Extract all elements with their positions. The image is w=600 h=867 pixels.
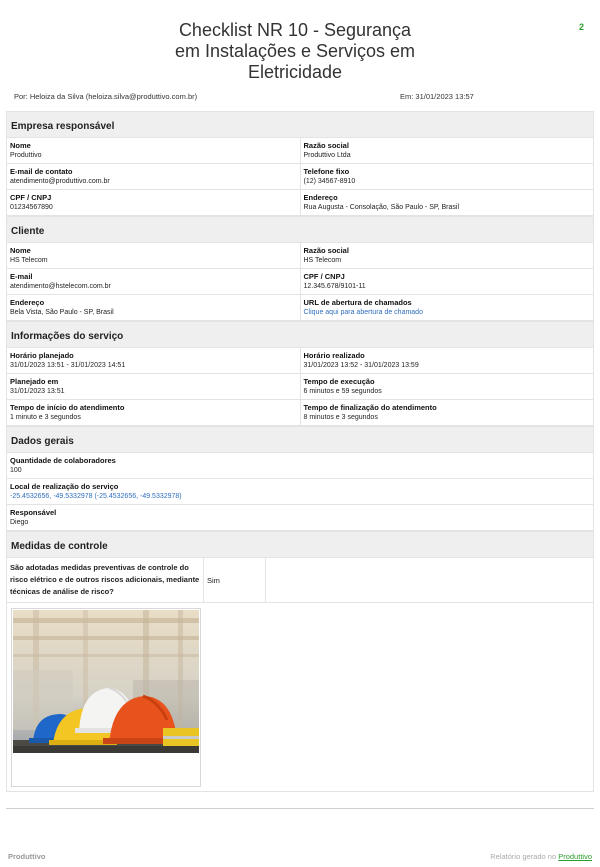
footer-brand: Produttivo <box>8 852 46 861</box>
section-header-cliente: Cliente <box>6 216 594 243</box>
table-row <box>6 374 594 400</box>
table-row <box>6 348 594 374</box>
field-label: Nome <box>10 246 31 255</box>
field-value: atendimento@hstelecom.com.br <box>10 283 111 290</box>
page-number: 2 <box>578 22 584 32</box>
table-row <box>6 243 594 269</box>
section-header-servico: Informações do serviço <box>6 321 594 348</box>
section-header-empresa: Empresa responsável <box>6 111 594 138</box>
table-row <box>6 269 594 295</box>
field-cell <box>300 190 594 216</box>
field-cell <box>7 295 300 321</box>
field-label: Local de realização do serviço <box>10 482 119 491</box>
field-label: Horário planejado <box>10 351 74 360</box>
field-value: 31/01/2023 13:51 <box>10 388 65 395</box>
field-value: HS Telecom <box>303 257 342 264</box>
field-cell <box>7 138 300 164</box>
footer-credit <box>490 852 592 861</box>
field-cell <box>7 400 300 426</box>
field-label: Tempo de finalização do atendimento <box>303 403 437 412</box>
checklist-blank <box>266 558 593 602</box>
checklist-question: São adotadas medidas preventivas de controle do risco elétrico e de outros riscos adicionais, mediante técnicas de análise de risco? <box>7 558 204 602</box>
table-row <box>6 295 594 321</box>
field-value: 31/01/2023 13:52 - 31/01/2023 13:59 <box>303 362 419 369</box>
field-label: Planejado em <box>10 377 59 386</box>
field-value: 100 <box>10 467 22 474</box>
checklist-row <box>6 558 594 603</box>
date-line: Em: 31/01/2023 13:57 <box>400 92 474 101</box>
field-label: Razão social <box>303 246 349 255</box>
table-row <box>6 479 594 505</box>
field-cell <box>300 138 594 164</box>
title-line-1: Checklist NR 10 - Segurança <box>178 20 412 40</box>
location-link[interactable]: -25.4532656, -49.5332978 (-25.4532656, -49.5332978) <box>10 493 182 500</box>
field-cell <box>300 269 594 295</box>
field-value: atendimento@produttivo.com.br <box>10 178 110 185</box>
table-row <box>6 400 594 426</box>
field-cell <box>300 295 594 321</box>
field-value: 31/01/2023 13:51 - 31/01/2023 14:51 <box>10 362 126 369</box>
field-label: Telefone fixo <box>303 167 350 176</box>
report-body <box>6 111 594 792</box>
ticket-url-link[interactable]: Clique aqui para abertura de chamado <box>303 309 423 316</box>
field-label: CPF / CNPJ <box>303 272 345 281</box>
footer-divider <box>6 808 594 809</box>
field-cell <box>300 243 594 269</box>
field-label: Responsável <box>10 508 57 517</box>
section-header-dados-gerais: Dados gerais <box>6 426 594 453</box>
title-line-3: Eletricidade <box>247 62 343 82</box>
field-label: Horário realizado <box>303 351 365 360</box>
title-line-2: em Instalações e Serviços em <box>174 41 416 61</box>
field-label: URL de abertura de chamados <box>303 298 412 307</box>
field-value: Produttivo Ltda <box>303 152 351 159</box>
field-cell <box>7 453 593 479</box>
photo-area <box>6 603 594 792</box>
hardhats-photo-icon <box>13 610 199 785</box>
footer-produttivo-link[interactable]: Produttivo <box>558 852 592 861</box>
field-cell <box>7 269 300 295</box>
field-cell <box>7 505 593 531</box>
field-cell <box>7 164 300 190</box>
field-value: 01234567890 <box>10 204 53 211</box>
field-value: Bela Vista, São Paulo - SP, Brasil <box>10 309 114 316</box>
field-value: Rua Augusta - Consolação, São Paulo - SP, Brasil <box>303 204 460 211</box>
field-label: Endereço <box>303 193 338 202</box>
field-value: (12) 34567-8910 <box>303 178 356 185</box>
field-cell <box>7 374 300 400</box>
field-cell <box>7 348 300 374</box>
table-row <box>6 453 594 479</box>
section-header-medidas: Medidas de controle <box>6 531 594 558</box>
table-row <box>6 190 594 216</box>
field-value: Produttivo <box>10 152 42 159</box>
field-label: Tempo de início do atendimento <box>10 403 125 412</box>
checklist-answer: Sim <box>204 558 266 602</box>
table-row <box>6 164 594 190</box>
field-label: Quantidade de colaboradores <box>10 456 116 465</box>
table-row <box>6 138 594 164</box>
field-label: CPF / CNPJ <box>10 193 52 202</box>
field-cell <box>300 164 594 190</box>
author-line: Por: Heloiza da Silva (heloiza.silva@produttivo.com.br) <box>14 92 198 101</box>
field-cell <box>300 374 594 400</box>
field-cell <box>7 243 300 269</box>
field-value: 12.345.678/9101-11 <box>303 283 366 290</box>
field-value: Diego <box>10 519 29 526</box>
evidence-photo[interactable] <box>11 608 201 787</box>
field-label: E-mail de contato <box>10 167 73 176</box>
field-label: E-mail <box>10 272 33 281</box>
field-label: Tempo de execução <box>303 377 375 386</box>
field-label: Nome <box>10 141 31 150</box>
field-label: Endereço <box>10 298 45 307</box>
field-label: Razão social <box>303 141 349 150</box>
field-value: 1 minuto e 3 segundos <box>10 414 81 421</box>
field-cell <box>300 348 594 374</box>
field-value: 6 minutos e 59 segundos <box>303 388 382 395</box>
field-cell <box>300 400 594 426</box>
page-title <box>120 20 470 83</box>
field-cell <box>7 190 300 216</box>
footer-credit-text: Relatório gerado no <box>490 852 557 861</box>
field-value: HS Telecom <box>10 257 48 264</box>
field-value: 8 minutos e 3 segundos <box>303 414 378 421</box>
table-row <box>6 505 594 531</box>
field-cell <box>7 479 593 505</box>
